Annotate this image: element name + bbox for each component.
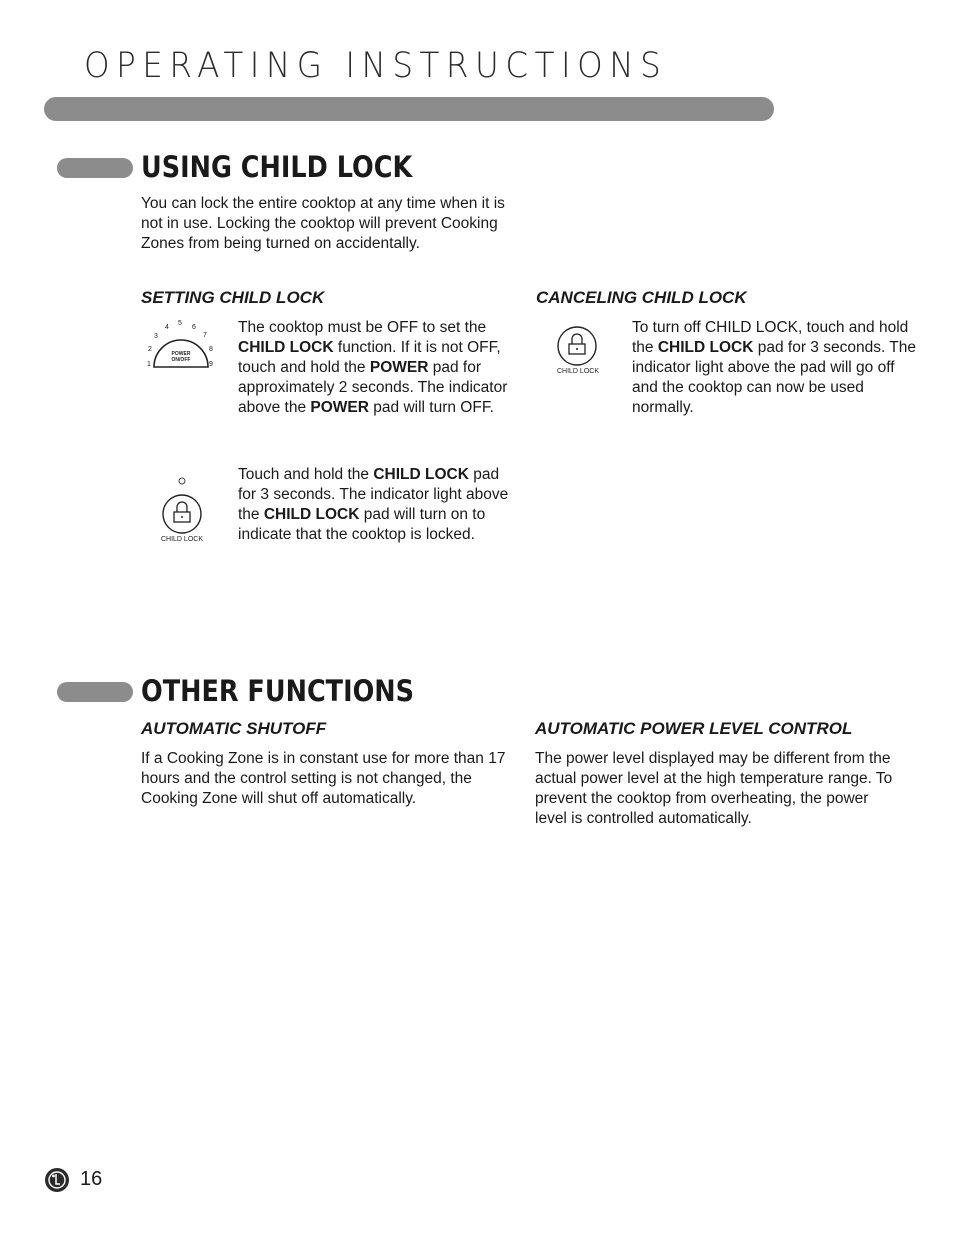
section-marker [57,682,133,702]
child-lock-icon-label: CHILD LOCK [160,536,204,543]
dial-number: 5 [178,320,182,327]
automatic-shutoff-text: If a Cooking Zone is in constant use for more than 17 hours and the control setting is not changed, the Cooking Zone will shut off automatically. [141,750,506,807]
bold-term: CHILD LOCK [263,506,360,523]
automatic-power-level-text: The power level displayed may be different from the actual power level at the high temperature range. To prevent the cooktop from overheating, the power level is controlled automatically. [535,750,893,827]
lg-logo-icon [44,1167,70,1193]
text-run: pad for approximately 2 seconds. The indicator above the [238,359,508,416]
text-run: pad will turn OFF. [368,399,494,416]
automatic-shutoff-heading: AUTOMATIC SHUTOFF [141,719,327,738]
child-lock-icon-label: CHILD LOCK [556,368,600,375]
child-lock-pad-icon [551,323,605,379]
text-run: function. If it is not OFF, touch and hold the [238,339,501,376]
dial-label-power: POWER [171,351,191,357]
power-dial-icon [138,313,224,379]
child-lock-intro: You can lock the entire cooktop at any time when it is not in use. Locking the cooktop will prevent Cooking Zones from being turned on accidentally. [141,195,505,252]
dial-number: 7 [203,332,207,339]
child-lock-pad-icon [156,474,210,546]
dial-number: 2 [148,346,152,353]
dial-number: 1 [147,361,151,368]
bold-term: CHILD LOCK [657,339,754,356]
bold-term: POWER [369,359,429,376]
text-run: pad will turn on to indicate that the cooktop is locked. [238,506,486,543]
text-run: To turn off CHILD LOCK, touch and hold the [632,319,909,356]
text-run: pad for 3 seconds. The indicator light above the [238,466,509,523]
dial-number: 9 [209,361,213,368]
setting-child-lock-heading: SETTING CHILD LOCK [141,288,325,307]
canceling-text [632,318,917,418]
section-title-child-lock: USING CHILD LOCK [141,150,413,184]
bold-term: CHILD LOCK [238,339,334,356]
dial-label-onoff: ON/OFF [171,357,191,363]
section-marker [57,158,133,178]
page-number: 16 [80,1168,103,1190]
dial-number: 3 [154,333,158,340]
bold-term: POWER [310,399,369,416]
dial-number: 8 [209,346,213,353]
section-title-other-functions: OTHER FUNCTIONS [141,674,415,708]
setting-step-2-text [238,465,520,545]
canceling-child-lock-heading: CANCELING CHILD LOCK [536,288,747,307]
text-run: pad for 3 seconds. The indicator light above the pad will go off and the cooktop can now be used normally. [632,339,917,416]
text-run: The cooktop must be OFF to set the [238,319,487,336]
page-header-title: OPERATING INSTRUCTIONS [84,46,668,86]
text-run: Touch and hold the [238,466,374,483]
dial-number: 6 [192,324,196,331]
bold-term: CHILD LOCK [373,466,469,483]
header-bar [44,97,774,121]
setting-step-1-text [238,318,520,418]
automatic-power-level-heading: AUTOMATIC POWER LEVEL CONTROL [535,719,853,738]
dial-number: 4 [165,324,169,331]
